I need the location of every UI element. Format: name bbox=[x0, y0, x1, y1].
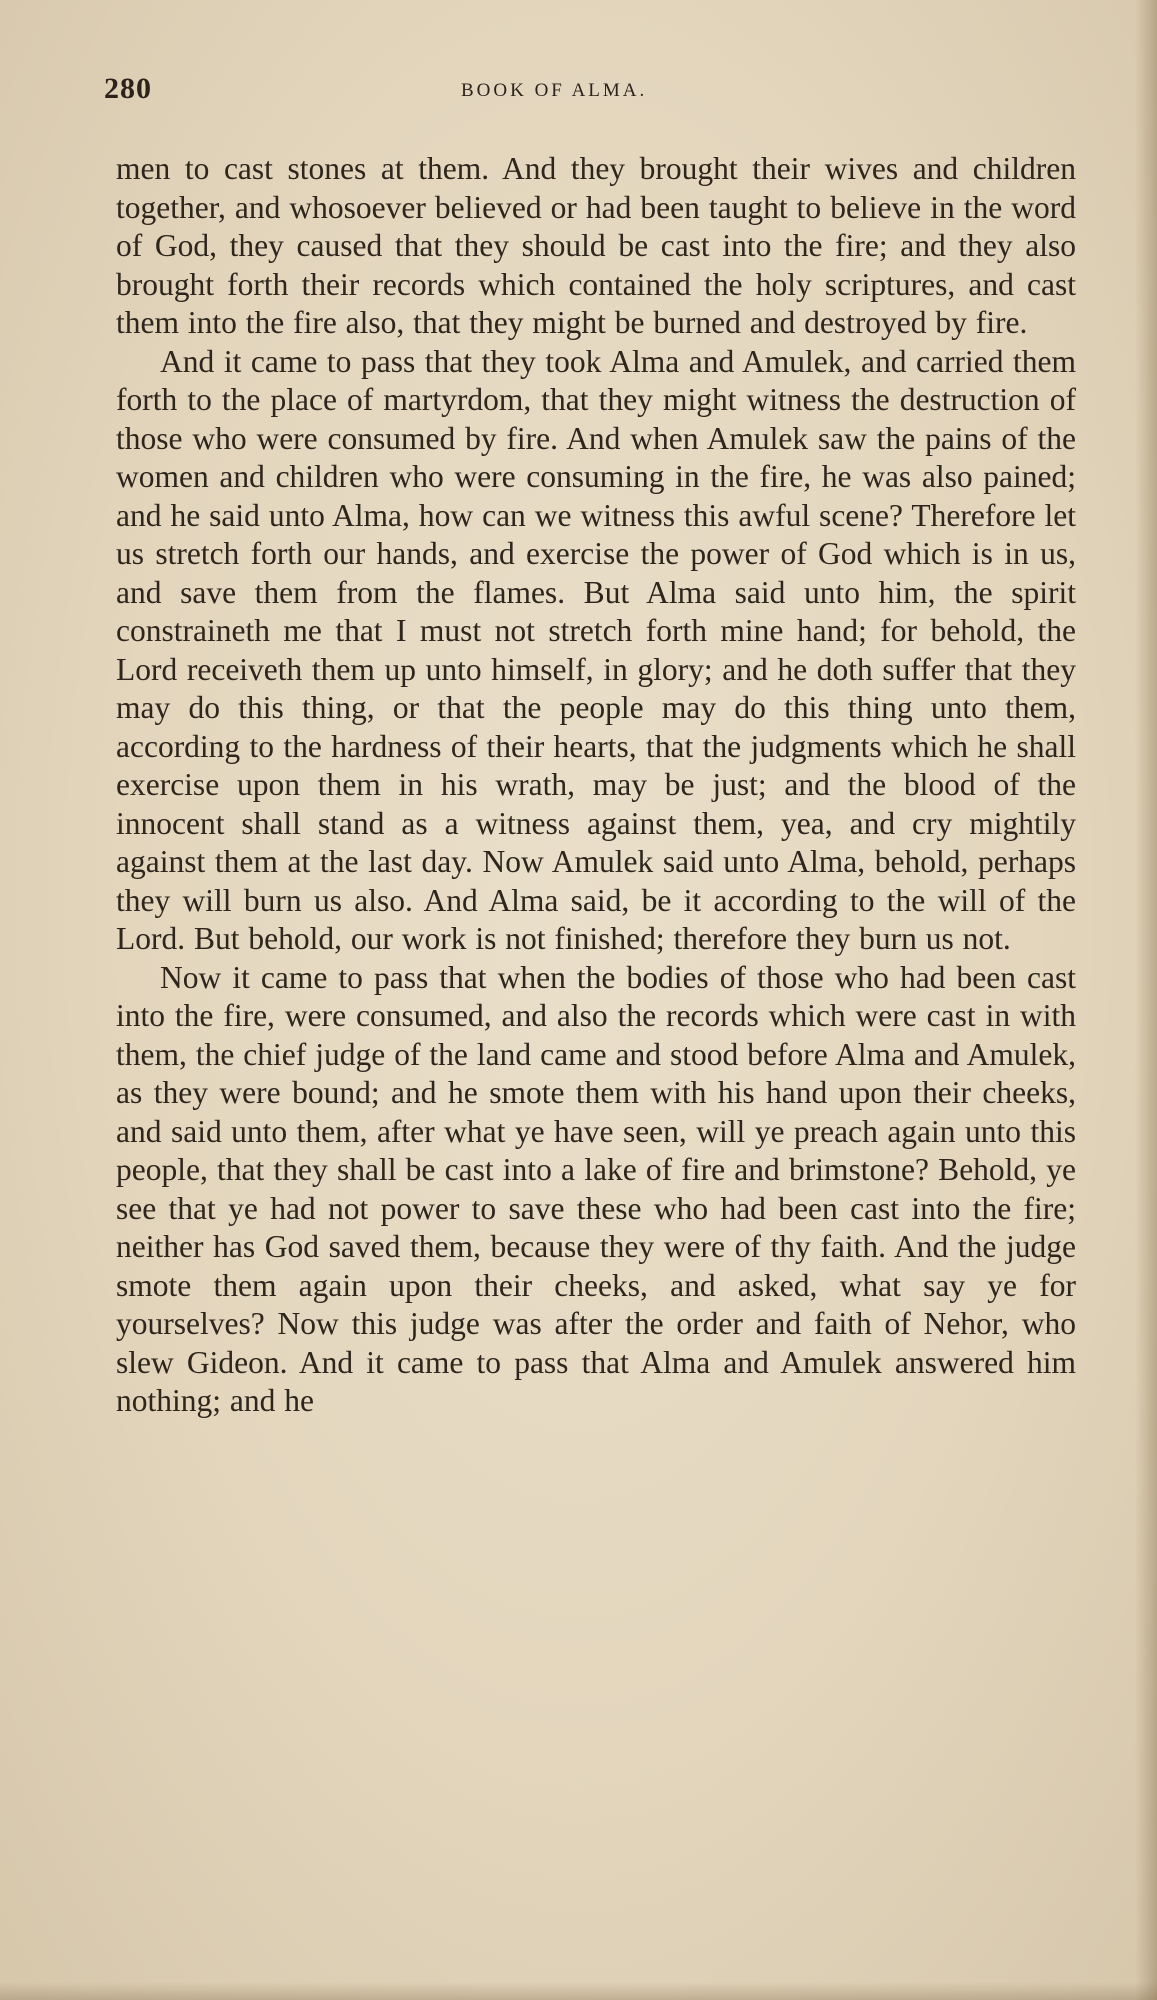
paragraph: men to cast stones at them. And they brought their wives and children together, and whosoever believed or had been taught to believe in the word of God, they caused that they should be cast into the fire; and they also brought forth their records which contained the holy scriptures, and cast them into the fire also, that they might be burned and destroyed by fire. bbox=[116, 151, 1076, 340]
page-header bbox=[104, 72, 1084, 112]
paragraph: And it came to pass that they took Alma and Amulek, and carried them forth to the place of martyrdom, that they might witness the destruction of those who were consumed by fire. And when Amulek saw the pains of the women and children who were consuming in the fire, he was also pained; and he said unto Alma, how can we witness this awful scene? Therefore let us stretch forth our hands, and exercise the power of God which is in us, and save them from the flames. But Alma said unto him, the spirit constraineth me that I must not stretch forth mine hand; for behold, the Lord receiveth them up unto himself, in glory; and he doth suffer that they may do this thing, or that the people may do this thing unto them, according to the hardness of their hearts, that the judgments which he shall exercise upon them in his wrath, may be just; and the blood of the innocent shall stand as a witness against them, yea, and cry mightily against them at the last day. Now Amulek said unto Alma, behold, perhaps they will burn us also. And Alma said, be it according to the will of the Lord. But behold, our work is not finished; therefore they burn us not. bbox=[116, 343, 1076, 956]
body-text bbox=[116, 150, 1076, 1421]
page-bottom-shadow bbox=[0, 1982, 1157, 2000]
running-head: BOOK OF ALMA. bbox=[461, 80, 648, 101]
page-number: 280 bbox=[104, 72, 152, 105]
paragraph: Now it came to pass that when the bodies of those who had been cast into the fire, were consumed, and also the records which were cast in with them, the chief judge of the land came and stood before Alma and Amulek, as they were bound; and he smote them with his hand upon their cheeks, and said unto them, after what ye have seen, will ye preach again unto this people, that they shall be cast into a lake of fire and brimstone? Behold, ye see that ye had not power to save these who had been cast into the fire; neither has God saved them, because they were of thy faith. And the judge smote them again upon their cheeks, and asked, what say ye for yourselves? Now this judge was after the order and faith of Nehor, who slew Gideon. And it came to pass that Alma and Amulek answered him nothing; and he bbox=[116, 959, 1076, 1418]
page-edge-shadow bbox=[1135, 0, 1157, 2000]
